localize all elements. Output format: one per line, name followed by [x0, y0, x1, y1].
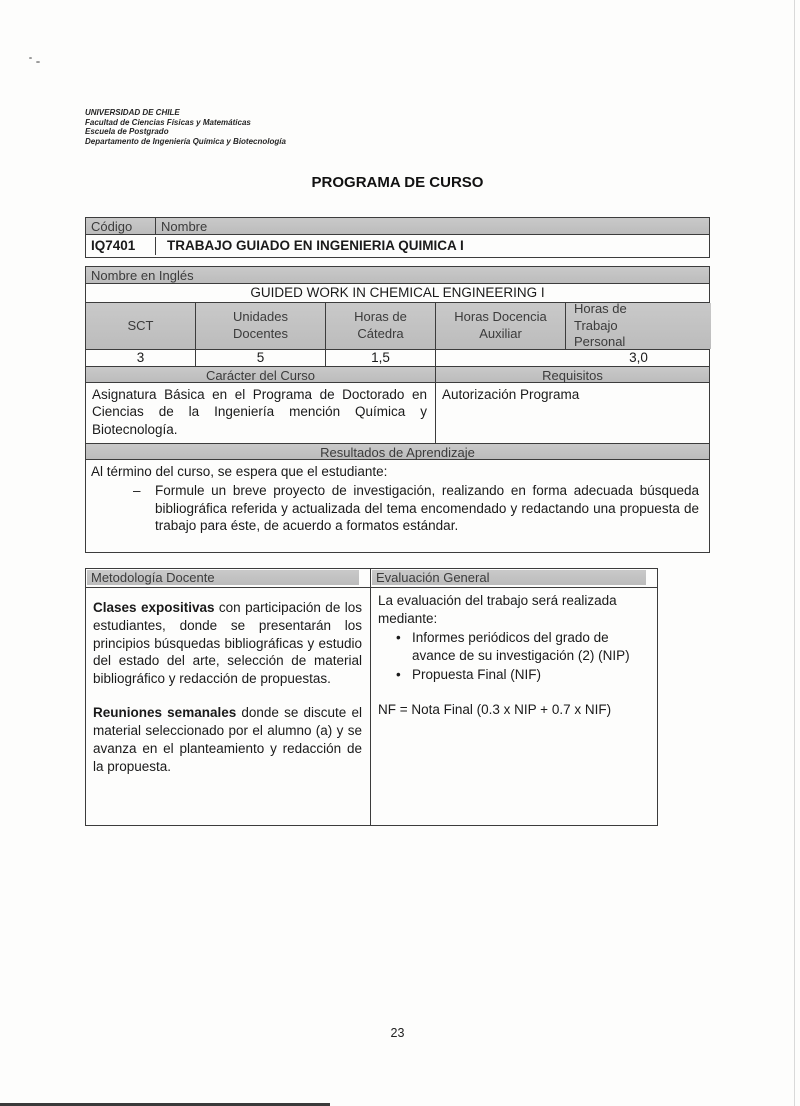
bold-lead: Reuniones semanales: [93, 705, 237, 721]
resultados-cell: [86, 460, 709, 552]
bullet-marker: •: [396, 667, 401, 683]
methodology-body-row: [86, 587, 657, 825]
page-number: 23: [390, 1026, 405, 1040]
resultados-header-cell: Resultados de Aprendizaje: [86, 444, 709, 459]
methodology-header-row: [86, 569, 657, 587]
page-content: [85, 108, 710, 826]
evaluacion-formula: NF = Nota Final (0.3 x NIP + 0.7 x NIF): [378, 701, 612, 717]
scan-artifact: [36, 61, 40, 63]
header-sct: [86, 303, 196, 349]
codigo-header-cell: Código: [86, 218, 156, 234]
hours-value-row: [86, 349, 709, 366]
code-header-row: [86, 218, 709, 234]
resultados-header-row: [86, 443, 709, 459]
letterhead-line: Facultad de Ciencias Físicas y Matemáticas: [85, 117, 251, 127]
nombre-ingles-header-row: [86, 267, 709, 283]
evaluacion-intro: La evaluación del trabajo será realizada mediante:: [378, 593, 617, 626]
letterhead-line: Departamento de Ingeniería Química y Biotecnología: [85, 136, 286, 146]
caracter-value: Asignatura Básica en el Programa de Doctorado en Ciencias de la Ingeniería mención Química y Biotecnología.: [86, 383, 436, 443]
header-sct-label: SCT: [127, 317, 154, 333]
caracter-requisitos-header-row: [86, 366, 709, 382]
resultados-intro: Al término del curso, se espera que el estudiante:: [91, 464, 388, 479]
evaluacion-bullet-item: [396, 629, 649, 664]
header-horas-trabajo-personal: [566, 303, 711, 349]
nombre-header-cell: Nombre: [156, 218, 709, 234]
evaluacion-bullet-text: Propuesta Final (NIF): [412, 667, 542, 683]
header-unidades-docentes-label: Unidades Docentes: [233, 309, 288, 341]
header-horas-catedra-label: Horas de Cátedra: [354, 309, 407, 341]
nombre-ingles-value: GUIDED WORK IN CHEMICAL ENGINEERING I: [250, 285, 545, 301]
nombre-ingles-header-cell: Nombre en Inglés: [86, 267, 709, 283]
caracter-requisitos-value-row: [86, 382, 709, 443]
evaluacion-header-cell: [371, 569, 657, 587]
resultados-item-text: Formule un breve proyecto de investigación, realizando en forma adecuada búsqueda bibliográfica referida y actualizada del tema encomendado y redactando una propuesta de trabajo para éste, de acuerdo a formatos estándar.: [155, 483, 699, 533]
nombre-value: TRABAJO GUIADO EN INGENIERIA QUIMICA I: [167, 238, 464, 254]
code-value-row: [86, 234, 709, 257]
header-horas-catedra: [326, 303, 436, 349]
value-sct: 3: [86, 349, 196, 366]
resultados-list-item: [133, 482, 699, 534]
requisitos-value: Autorización Programa: [442, 387, 580, 402]
value-horas-trabajo-personal: 3,0: [629, 350, 648, 366]
metodologia-cell: [86, 588, 371, 825]
hours-header-row: [86, 302, 709, 349]
dash-bullet-marker: –: [133, 483, 141, 499]
bold-lead: Clases expositivas: [93, 600, 215, 615]
letterhead-line: UNIVERSIDAD DE CHILE: [85, 108, 180, 117]
letterhead: [85, 108, 710, 146]
resultados-value-row: [86, 459, 709, 552]
header-horas-docencia-auxiliar-label: Horas Docencia Auxiliar: [454, 309, 547, 341]
value-horas-catedra: 1,5: [326, 349, 436, 366]
letterhead-line: Escuela de Postgrado: [85, 127, 169, 136]
course-detail-table: [85, 266, 710, 553]
metodologia-paragraph-2: [93, 704, 362, 775]
paragraph-text: donde se discute el material seleccionado por el alumno (a) y se avanza en el planteamiento y redacción de la propuesta.: [93, 705, 362, 774]
methodology-evaluation-table: [85, 568, 658, 826]
bullet-marker: •: [396, 630, 401, 646]
metodologia-header-label: Metodología Docente: [87, 570, 359, 585]
nombre-ingles-value-row: [86, 283, 709, 302]
evaluacion-bullet-item: [396, 666, 649, 684]
requisitos-header-cell: Requisitos: [436, 367, 709, 382]
evaluacion-header-label: Evaluación General: [372, 570, 646, 585]
header-horas-trabajo-personal-label: Horas de Trabajo Personal: [574, 301, 627, 350]
page-title: PROGRAMA DE CURSO: [311, 174, 484, 191]
codigo-value: IQ7401: [86, 237, 156, 254]
evaluacion-bullet-text: Informes periódicos del grado de avance de su investigación (2) (NIP): [412, 630, 630, 663]
scan-artifact: [29, 57, 32, 59]
metodologia-header-cell: [86, 569, 371, 587]
header-unidades-docentes: [196, 303, 326, 349]
caracter-header-cell: Carácter del Curso: [86, 367, 436, 382]
header-horas-docencia-auxiliar: [436, 303, 566, 349]
scan-artifact: [794, 0, 795, 1106]
course-code-table: [85, 217, 710, 258]
paragraph-text: con participación de los estudiantes, donde se presentarán los principios búsquedas bibliográficas y estudio del estado del arte, selección de material bibliográfico y redacción de propuestas.: [93, 600, 362, 687]
evaluacion-cell: [371, 588, 657, 825]
metodologia-paragraph-1: [93, 599, 362, 688]
value-unidades-docentes: 5: [196, 349, 326, 366]
